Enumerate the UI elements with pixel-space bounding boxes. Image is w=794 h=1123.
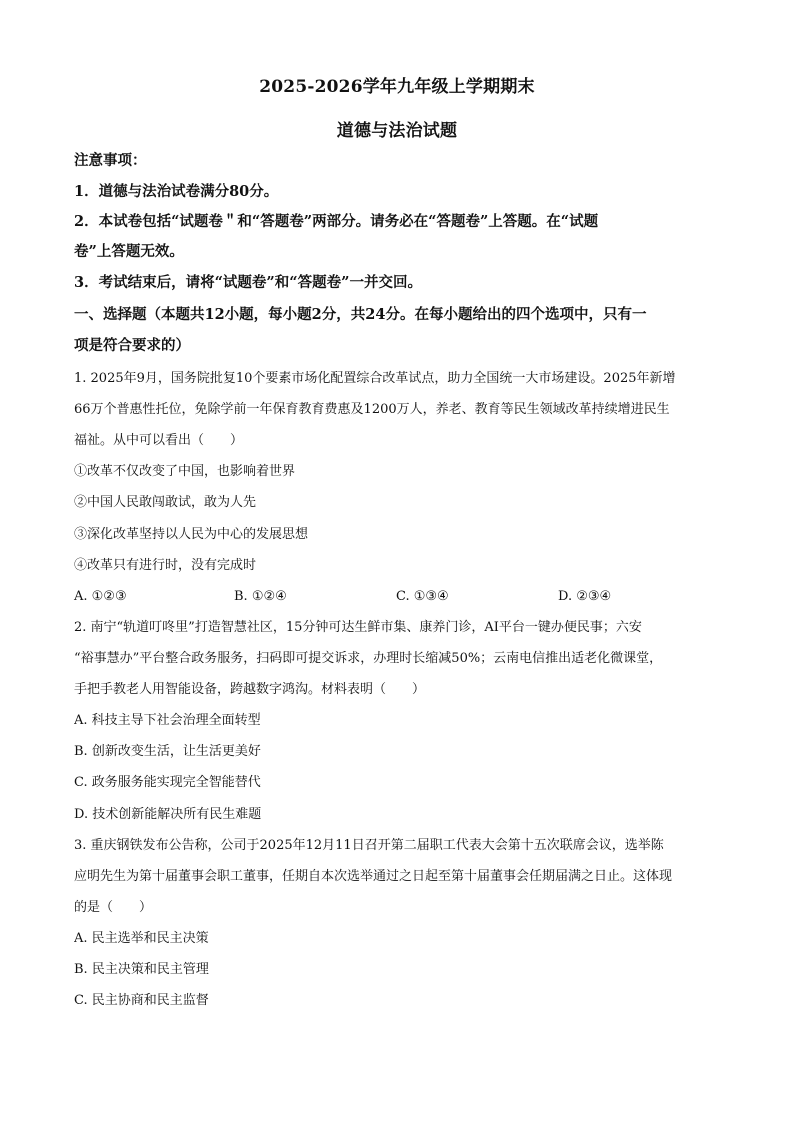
question-2-option-a[interactable]: A. 科技主导下社会治理全面转型 <box>74 713 261 728</box>
question-1-options <box>74 587 724 607</box>
question-1-option-c[interactable]: C. ①③④ <box>396 589 449 604</box>
question-1-option-b[interactable]: B. ①②④ <box>234 589 287 604</box>
question-3-text: 的是（ ） <box>74 900 153 915</box>
question-1-statement: ④改革只有进行时，没有完成时 <box>74 558 257 573</box>
question-2-option-b[interactable]: B. 创新改变生活，让生活更美好 <box>74 744 261 759</box>
notice-item-3: 3．考试结束后，请将“试题卷”和“答题卷”一并交回。 <box>74 274 422 291</box>
question-3-option-c[interactable]: C. 民主协商和民主监督 <box>74 993 209 1008</box>
question-1-text: 福祉。从中可以看出（ ） <box>74 433 244 448</box>
question-1-statement: ②中国人民敢闯敢试，敢为人先 <box>74 495 257 510</box>
section-heading: 一、选择题（本题共12小题，每小题2分，共24分。在每小题给出的四个选项中，只有一 <box>74 306 647 323</box>
question-1-option-a[interactable]: A. ①②③ <box>74 589 127 604</box>
question-2-option-c[interactable]: C. 政务服务能实现完全智能替代 <box>74 775 261 790</box>
question-1-option-d[interactable]: D. ②③④ <box>558 589 612 604</box>
question-2-text: 2. 南宁“轨道叮咚里”打造智慧社区，15分钟可达生鲜市集、康养门诊，AI平台一键办便民事；六安 <box>74 620 642 635</box>
exam-subject-title: 道德与法治试题 <box>336 121 458 141</box>
notice-item-2-cont: 卷”上答题无效。 <box>74 243 184 260</box>
question-3-text: 应明先生为第十届董事会职工董事，任期自本次选举通过之日起至第十届董事会任期届满之日止。这体现 <box>74 869 673 884</box>
question-3-option-a[interactable]: A. 民主选举和民主决策 <box>74 931 209 946</box>
question-1-text: 66万个普惠性托位，免除学前一年保育教育费惠及1200万人，养老、教育等民生领域改革持续增进民生 <box>74 402 670 417</box>
question-3-text: 3. 重庆钢铁发布公告称，公司于2025年12月11日召开第二届职工代表大会第十五次联席会议，选举陈 <box>74 838 664 853</box>
question-2-text: “裕事慧办”平台整合政务服务，扫码即可提交诉求，办理时长缩减50%；云南电信推出适老化微课堂， <box>74 651 663 666</box>
notice-item-2: 2．本试卷包括“试题卷＂和“答题卷”两部分。请务必在“答题卷”上答题。在“试题 <box>74 213 599 230</box>
question-1-statement: ①改革不仅改变了中国，也影响着世界 <box>74 464 296 479</box>
question-1-text: 1. 2025年9月，国务院批复10个要素市场化配置综合改革试点，助力全国统一大市场建设。2025年新增 <box>74 371 676 386</box>
question-2-option-d[interactable]: D. 技术创新能解决所有民生难题 <box>74 807 262 822</box>
question-3-option-b[interactable]: B. 民主决策和民主管理 <box>74 962 209 977</box>
question-1-statement: ③深化改革坚持以人民为中心的发展思想 <box>74 527 309 542</box>
notice-item-1: 1．道德与法治试卷满分80分。 <box>74 183 279 200</box>
notice-heading: 注意事项： <box>74 152 147 169</box>
question-2-text: 手把手教老人用智能设备，跨越数字鸿沟。材料表明（ ） <box>74 682 426 697</box>
section-heading-cont: 项是符合要求的） <box>74 337 190 354</box>
exam-title: 2025-2026学年九年级上学期期末 <box>259 77 535 97</box>
